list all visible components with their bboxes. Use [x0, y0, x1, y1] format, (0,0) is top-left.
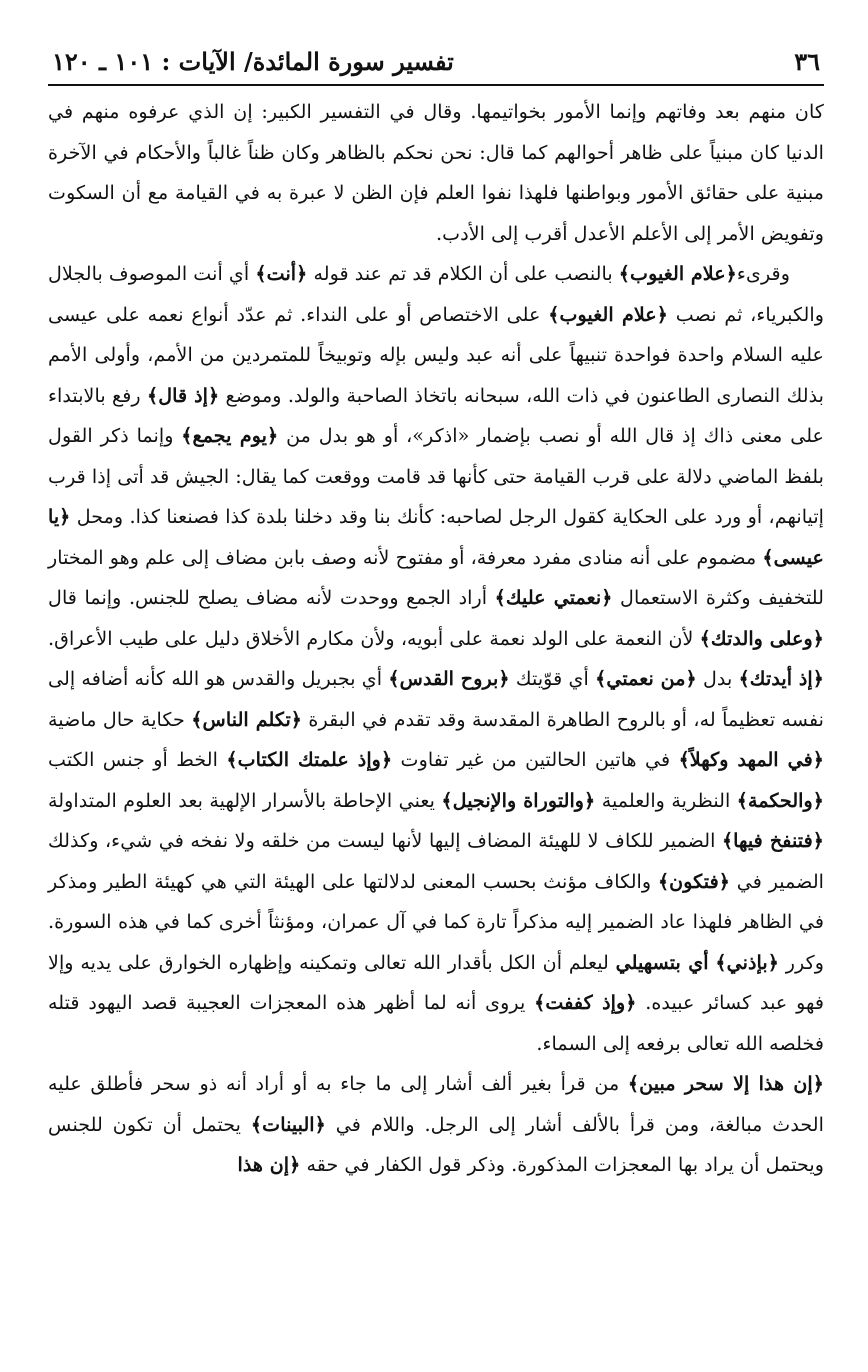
quran-quote: ﴿والحكمة﴾: [736, 788, 825, 812]
quran-quote: ﴿أنت﴾: [255, 262, 308, 285]
quran-quote: ﴿وعلى والدتك﴾: [699, 626, 824, 650]
quran-quote: ﴿في المهد وكهلاً﴾: [678, 748, 824, 771]
commentary-text: يعني الإحاطة بالأسرار الإلهية بعد العلوم المتداولة: [48, 788, 442, 812]
paragraph: [48, 92, 824, 254]
quran-quote: ﴿إذ قال﴾: [146, 383, 220, 407]
quran-quote: ﴿علام الغيوب﴾: [548, 302, 668, 326]
quran-quote: أي بتسهيلي: [615, 950, 709, 974]
body-text: [48, 92, 824, 1186]
quran-quote: ﴿إن هذا: [237, 1153, 301, 1176]
commentary-text: وقرىء: [736, 262, 790, 285]
commentary-text: مضموم على أنه منادى مفرد معرفة، أو مفتوح لأنه وصف بابن مضاف إلى علم وهو المختار للتخفيف وكثرة الاستعمال: [48, 545, 824, 609]
quran-quote: ﴿وإذ علمتك الكتاب﴾: [226, 748, 393, 771]
commentary-text: ليعلم أن الكل بأقدار الله تعالى وتمكينه وإظهاره الخوارق على يديه وإلا فهو عبد كسائر عبيده.: [48, 950, 824, 1014]
commentary-text: حكاية حال ماضية: [48, 707, 192, 731]
quran-quote: ﴿فتنفخ فيها﴾: [721, 829, 824, 852]
quran-quote: ﴿البينات﴾: [250, 1112, 326, 1136]
commentary-text: كان منهم بعد وفاتهم وإنما الأمور بخواتيمها. وقال في التفسير الكبير: إن الذي عرفوه منهم في الدنيا كان مبنياً على ظاهر أحوالهم كما قال: نحن نحكم بالظاهر وكان ظناً غالباً والأحكام في الآخرة مبنية على حقائق الأمور وبواطنها فلهذا نفوا العلم فإن الظن لا عبرة به في القيامة مع أن السكوت وتفويض الأمر إلى الأعلم الأعدل أقرب إلى الأدب.: [48, 100, 824, 245]
commentary-text: الضمير للكاف لا للهيئة المضاف إليها لأنها ليست من خلقه ولا نفخه في شيء، وكذلك الضمير في: [48, 829, 824, 893]
commentary-text: والكاف مؤنث بحسب المعنى لدلالتها على الهيئة التي هي كهيئة الطير ومذكر في الظاهر فلهذا عاد الضمير إليه مذكراً تارة كما في آل عمران، ومؤنثاً أخرى كما في هذه السورة. وكرر: [48, 869, 824, 974]
quran-quote: ﴿بروح القدس﴾: [388, 667, 510, 690]
commentary-text: في هاتين الحالتين من غير تفاوت: [392, 748, 679, 771]
quran-quote: ﴿إن هذا إلا سحر مبين﴾: [627, 1072, 825, 1095]
running-title: تفسير سورة المائدة/ الآيات : ١٠١ ـ ١٢٠: [52, 47, 454, 76]
paragraph: [48, 1064, 824, 1186]
commentary-text: وإنما ذكر القول بلفظ الماضي دلالة على قرب القيامة حتى كأنها قد قامت ووقعت كما يقال: الجيش قد أتى إذا قرب إتيانهم، أو ورد على الحكاية كقول الرجل لصاحبه: كأنك بنا وقد دخلنا بلدة كذا فصنعنا كذا. ومحل: [48, 424, 824, 528]
commentary-text: على الاختصاص أو على النداء. ثم عدّد أنواع نعمه على عيسى عليه السلام واحدة فواحدة تنبيهاً على أنه عبد وليس بإله وتوبيخاً للمتمردين من الأمم، وأولى الأمم بذلك النصارى الطاعنون في ذات الله، سبحانه باتخاذ الصاحبة والولد. وموضع: [48, 302, 824, 407]
commentary-text: النظرية والعلمية: [595, 788, 737, 812]
commentary-text: يحتمل أن تكون للجنس ويحتمل أن يراد بها المعجزات المذكورة. وذكر قول الكفار في حقه: [48, 1112, 824, 1176]
commentary-text: يروى أنه لما أظهر هذه المعجزات العجيبة قصد اليهود قتله فخلصه الله تعالى برفعه إلى السماء.: [48, 991, 824, 1055]
quran-quote: ﴿نعمتي عليك﴾: [494, 586, 613, 609]
quran-quote: ﴿يا عيسى﴾: [48, 505, 824, 569]
commentary-text: أي قوّيتك: [509, 667, 596, 690]
quran-quote: ﴿فتكون﴾: [657, 869, 730, 893]
commentary-text: بدل: [696, 667, 739, 690]
quran-quote: ﴿علام الغيوب﴾: [618, 262, 737, 285]
quran-quote: ﴿إذ أيدتك﴾: [738, 667, 824, 690]
quran-quote: ﴿يوم يجمع﴾: [181, 424, 279, 447]
commentary-text: الخط أو جنس الكتب: [48, 748, 227, 771]
commentary-text: أراد الجمع ووحدت لأنه مضاف يصلح للجنس. وإنما قال: [48, 586, 495, 609]
quran-quote: ﴿والتوراة والإنجيل﴾: [441, 788, 596, 812]
commentary-text: من قرأ بغير ألف أشار إلى ما جاء به أو أراد أنه ذو سحر فأطلق عليه الحدث مبالغة، ومن قرأ بالألف أشار إلى الرجل. واللام في: [48, 1072, 824, 1136]
quran-quote: ﴿بإذني﴾: [715, 950, 779, 974]
quran-quote: ﴿من نعمتي﴾: [595, 667, 697, 690]
commentary-text: بالنصب على أن الكلام قد تم عند قوله: [307, 262, 619, 285]
page-number: ٣٦: [794, 47, 820, 76]
quran-quote: ﴿تكلم الناس﴾: [191, 707, 303, 731]
commentary-text: لأن النعمة على الولد نعمة على أبويه، ولأن مكارم الأخلاق دليل على طيب الأعراق.: [48, 626, 700, 650]
commentary-text: أي بجبريل والقدس هو الله كأنه أضافه إلى نفسه تعظيماً له، أو بالروح الطاهرة المقدسة وقد تقدم في البقرة: [48, 667, 825, 731]
quran-quote: ﴿وإذ كففت﴾: [534, 991, 637, 1014]
paragraph: [48, 254, 824, 1064]
commentary-text: أي أنت الموصوف بالجلال والكبرياء، ثم نصب: [48, 262, 824, 326]
commentary-text: رفع بالابتداء على معنى ذاك إذ قال الله أو نصب بإضمار «اذكر»، أو هو بدل من: [48, 383, 824, 447]
page-header: [48, 44, 824, 86]
